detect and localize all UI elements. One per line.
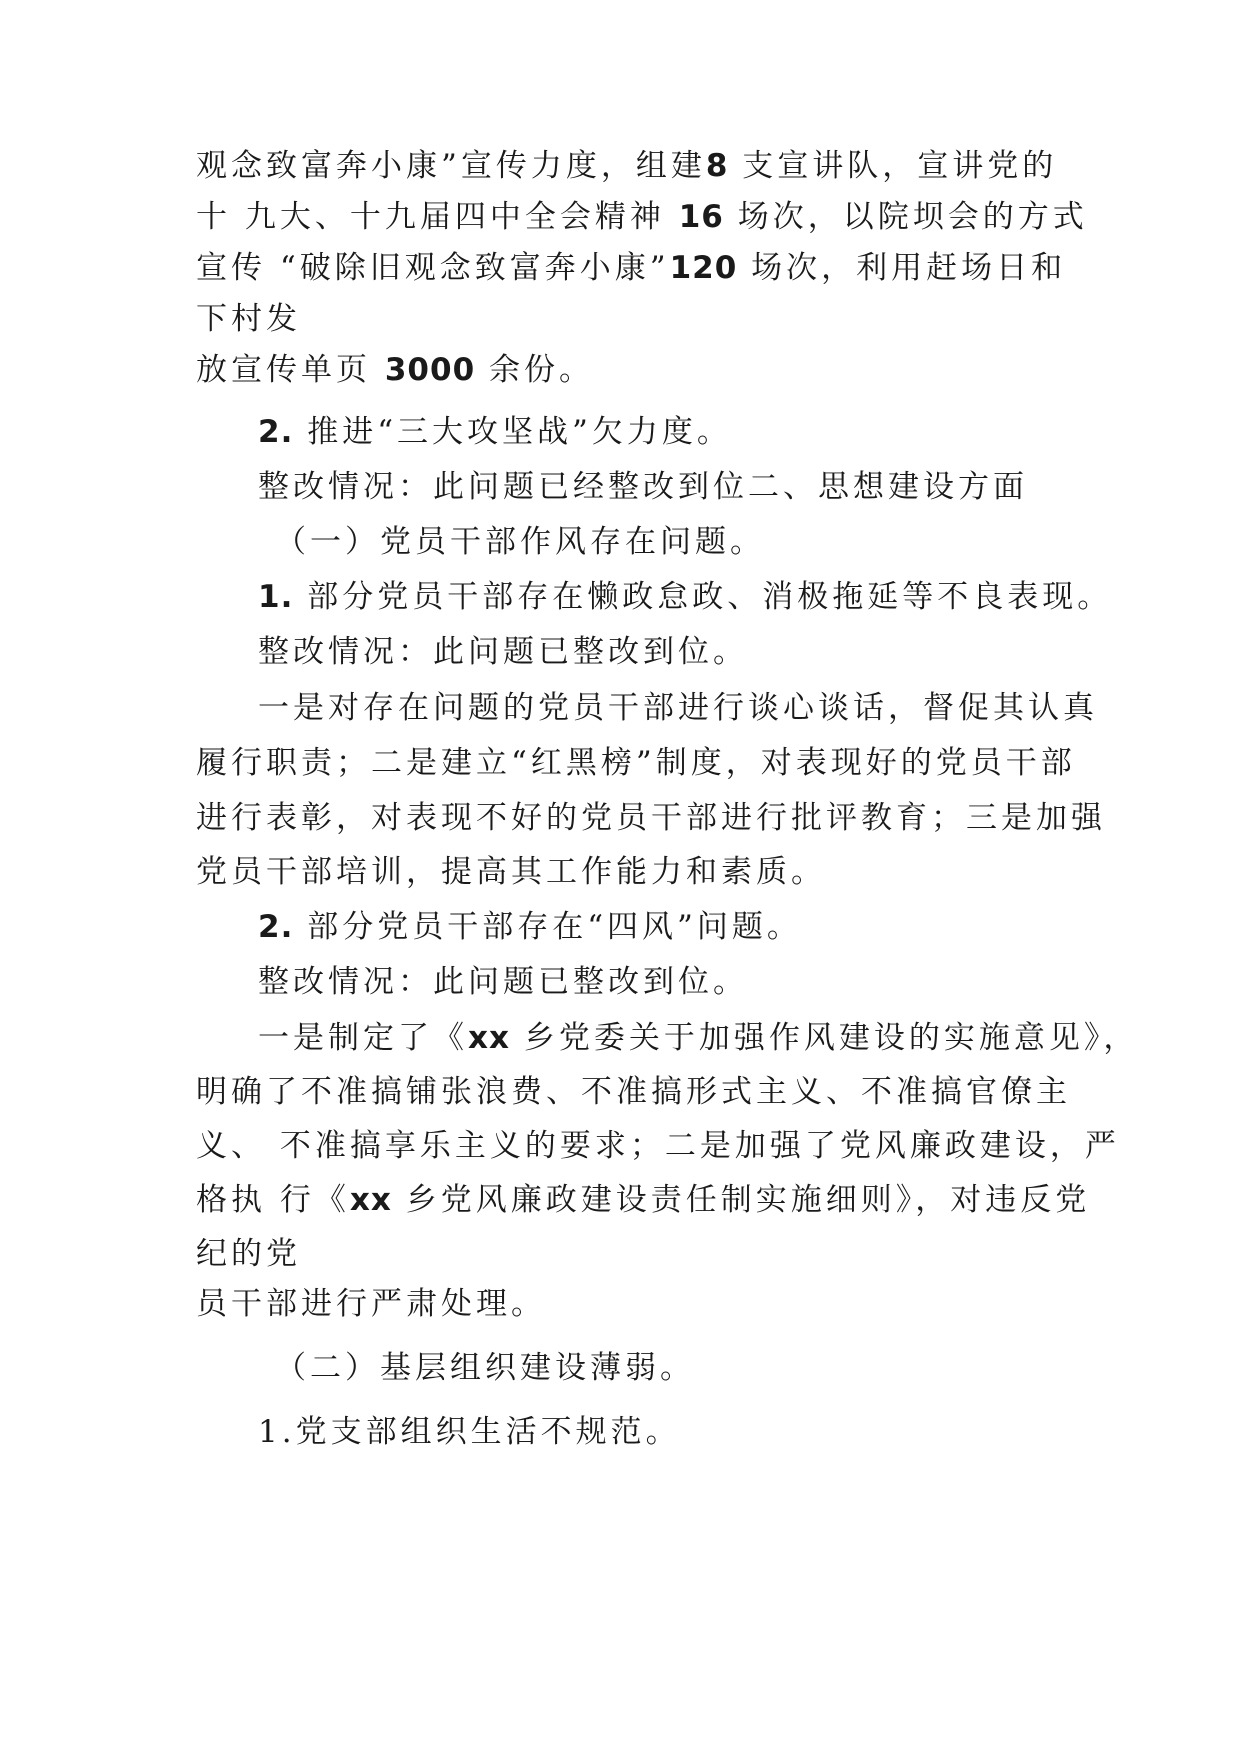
- section-heading: （一）党员干部作风存在问题。: [275, 524, 765, 560]
- text-line: 格执 行《xx 乡党风廉政建设责任制实施细则》，对违反党: [196, 1182, 1091, 1218]
- text-line: 纪的党: [196, 1236, 301, 1272]
- text-line: 党员干部培训，提高其工作能力和素质。: [196, 854, 826, 890]
- text-line: 进行表彰，对表现不好的党员干部进行批评教育；三是加强: [196, 800, 1106, 836]
- text-line: 义、 不准搞享乐主义的要求；二是加强了党风廉政建设，严: [196, 1128, 1120, 1164]
- list-heading: 1.党支部组织生活不规范。: [258, 1414, 681, 1450]
- text-line: 整改情况：此问题已整改到位。: [258, 964, 748, 1000]
- text-line: 整改情况：此问题已经整改到位二、思想建设方面: [258, 469, 1028, 505]
- list-heading: 2. 推进“三大攻坚战”欠力度。: [258, 414, 732, 450]
- text-line: 宣传 “破除旧观念致富奔小康”120 场次，利用赶场日和: [196, 250, 1067, 286]
- text-line: 一是制定了《xx 乡党委关于加强作风建设的实施意见》，: [258, 1020, 1139, 1056]
- section-heading: （二）基层组织建设薄弱。: [275, 1350, 695, 1386]
- text-line: 明确了不准搞铺张浪费、不准搞形式主义、不准搞官僚主: [196, 1074, 1071, 1110]
- text-line: 十 九大、十九届四中全会精神 16 场次，以院坝会的方式: [196, 199, 1088, 235]
- text-line: 观念致富奔小康”宣传力度，组建8 支宣讲队，宣讲党的: [196, 148, 1058, 184]
- list-heading: 2. 部分党员干部存在“四风”问题。: [258, 909, 802, 945]
- list-heading: 1. 部分党员干部存在懒政怠政、消极拖延等不良表现。: [258, 579, 1113, 615]
- text-line: 履行职责；二是建立“红黑榜”制度，对表现好的党员干部: [196, 745, 1076, 781]
- text-line: 下村发: [196, 301, 301, 337]
- text-line: 一是对存在问题的党员干部进行谈心谈话，督促其认真: [258, 690, 1098, 726]
- text-line: 放宣传单页 3000 余份。: [196, 352, 594, 388]
- text-line: 员干部进行严肃处理。: [196, 1286, 546, 1322]
- text-line: 整改情况：此问题已整改到位。: [258, 634, 748, 670]
